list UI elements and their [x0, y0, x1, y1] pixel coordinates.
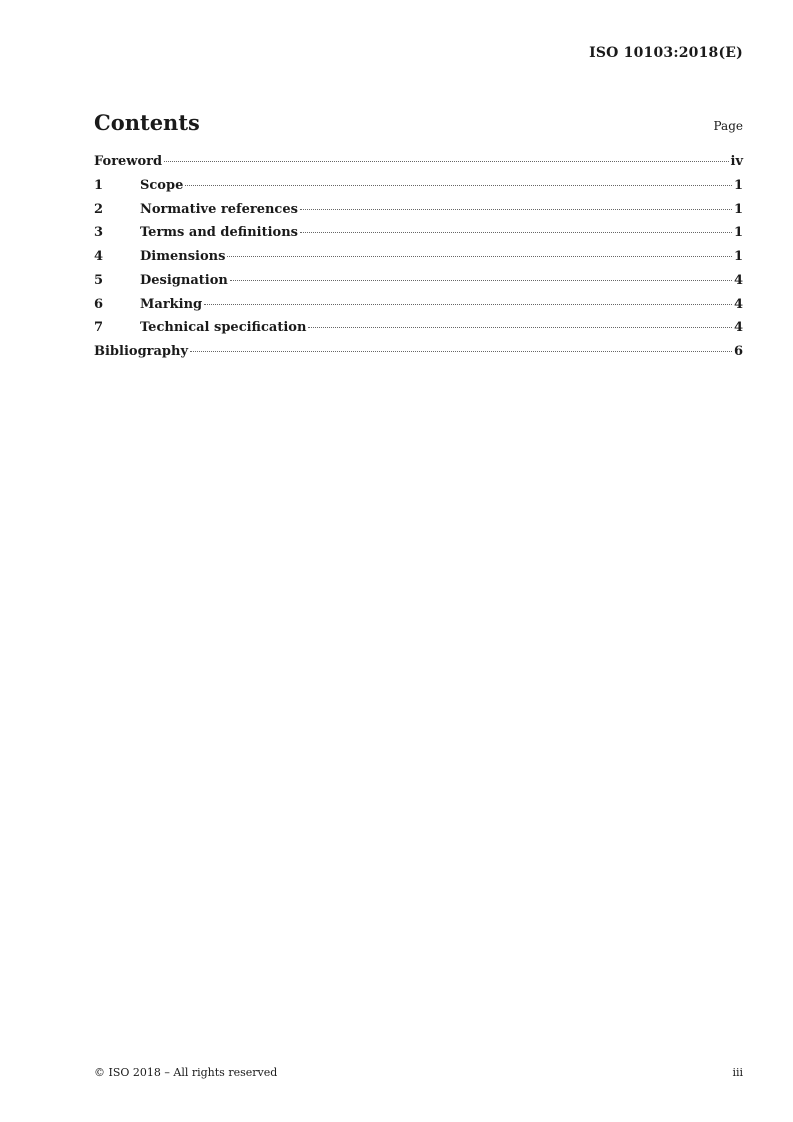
page-column-label: Page [713, 119, 743, 133]
dot-leader [227, 256, 732, 257]
toc-entry-bibliography[interactable] [94, 344, 743, 368]
contents-title: Contents [94, 110, 200, 135]
toc-entry-page: 4 [733, 320, 743, 336]
toc-entry-page: 1 [733, 225, 743, 241]
toc-entry-normative-references[interactable] [94, 202, 743, 226]
toc-entry-terms-and-definitions[interactable] [94, 225, 743, 249]
toc-entry-title: Dimensions [140, 249, 226, 264]
toc-entry-title: Technical specification [140, 320, 307, 336]
toc-entry-scope[interactable] [94, 178, 743, 202]
copyright-notice: © ISO 2018 – All rights reserved [94, 1066, 278, 1079]
toc-entry-page: 1 [733, 249, 743, 264]
toc-entry-title: Terms and definitions [140, 225, 298, 241]
toc-entry-title: Normative references [140, 201, 298, 217]
toc-entry-marking[interactable] [94, 297, 743, 321]
dot-leader [300, 209, 732, 210]
contents-header [94, 110, 743, 140]
toc-entry-number: 7 [94, 320, 104, 336]
dot-leader [185, 185, 732, 186]
toc-entry-number: 6 [94, 296, 104, 312]
document-identifier: ISO 10103:2018(E) [589, 45, 743, 61]
toc-entry-page: 1 [733, 177, 743, 193]
toc-entry-designation[interactable] [94, 273, 743, 297]
toc-entry-page: 4 [733, 296, 743, 312]
toc-entry-page: iv [730, 154, 743, 169]
toc-entry-page: 1 [733, 201, 743, 217]
dot-leader [230, 280, 732, 281]
toc-entry-title: Designation [140, 272, 228, 288]
toc-entry-number: 1 [94, 177, 104, 193]
dot-leader [164, 161, 728, 162]
toc-entry-technical-specification[interactable] [94, 320, 743, 344]
table-of-contents [94, 154, 743, 368]
dot-leader [308, 327, 732, 328]
toc-entry-number: 4 [94, 249, 104, 264]
dot-leader [300, 232, 732, 233]
dot-leader [204, 304, 732, 305]
toc-entry-number: 2 [94, 201, 104, 217]
toc-entry-page: 4 [733, 272, 743, 288]
toc-entry-foreword[interactable] [94, 154, 743, 178]
toc-entry-number: 3 [94, 225, 104, 241]
toc-entry-title: Marking [140, 296, 203, 312]
page-number: iii [732, 1066, 743, 1079]
toc-entry-dimensions[interactable] [94, 249, 743, 273]
toc-entry-title: Scope [140, 177, 184, 193]
dot-leader [190, 351, 732, 352]
toc-entry-page: 6 [733, 344, 743, 359]
toc-entry-number: 5 [94, 272, 104, 288]
toc-entry-title: Bibliography [94, 344, 189, 359]
toc-entry-title: Foreword [94, 154, 163, 169]
